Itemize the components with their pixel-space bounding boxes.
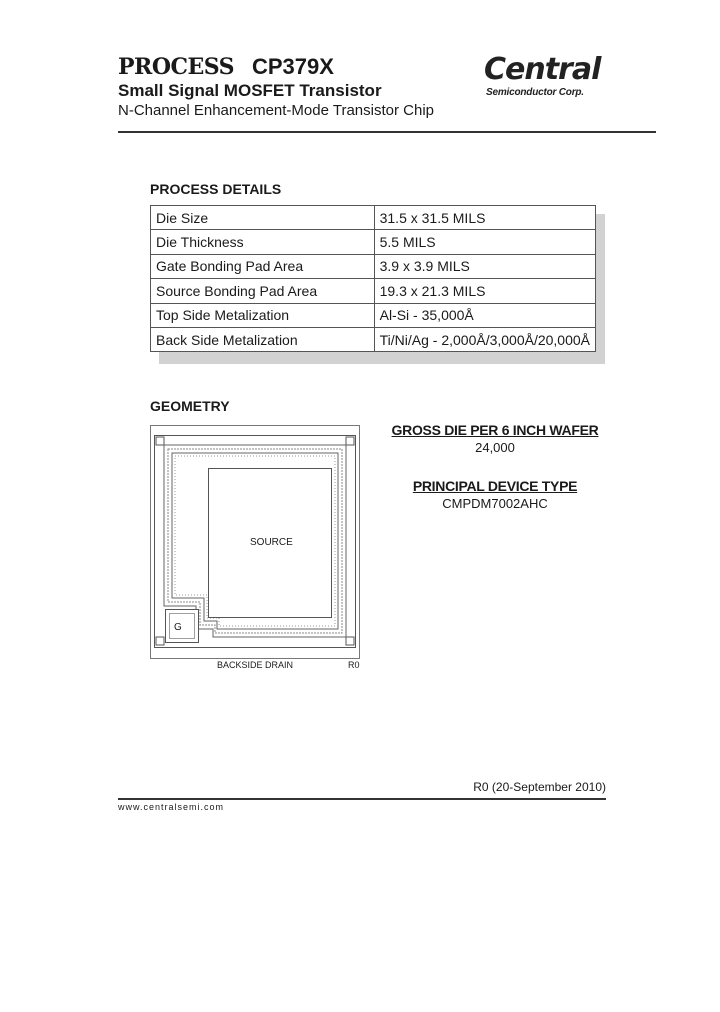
logo-tagline: Semiconductor Corp. <box>486 87 584 98</box>
corner-marker-tl <box>156 437 164 445</box>
table-row <box>151 254 596 278</box>
header-divider <box>118 131 656 133</box>
row-label: Top Side Metalization <box>151 303 375 327</box>
row-label: Gate Bonding Pad Area <box>151 254 375 278</box>
source-pad-label: SOURCE <box>250 537 293 548</box>
row-value: 31.5 x 31.5 MILS <box>374 206 595 230</box>
part-number: CP379X <box>252 54 334 79</box>
row-label: Die Size <box>151 206 375 230</box>
corner-marker-br <box>346 637 354 645</box>
device-description: N-Channel Enhancement-Mode Transistor Chip <box>118 102 434 119</box>
row-value: 3.9 x 3.9 MILS <box>374 254 595 278</box>
gross-die-value: 24,000 <box>475 440 515 455</box>
device-type-heading: PRINCIPAL DEVICE TYPE <box>412 478 578 494</box>
logo-wordmark: Central <box>484 52 601 87</box>
table-row <box>151 279 596 303</box>
gate-pad-label: G <box>174 622 182 633</box>
process-details-table-wrapper <box>150 205 606 365</box>
website-link[interactable]: www.centralsemi.com <box>118 802 225 812</box>
gate-pad <box>166 610 199 643</box>
corner-marker-bl <box>156 637 164 645</box>
table-row <box>151 206 596 230</box>
row-value: Al-Si - 35,000Å <box>374 303 595 327</box>
row-value: 5.5 MILS <box>374 230 595 254</box>
backside-drain-label: BACKSIDE DRAIN <box>217 660 294 670</box>
revision-date: R0 (20-September 2010) <box>473 780 606 794</box>
gross-die-heading: GROSS DIE PER 6 INCH WAFER <box>391 422 599 438</box>
table-row <box>151 303 596 327</box>
table-row <box>151 327 596 351</box>
row-value: Ti/Ni/Ag - 2,000Å/3,000Å/20,000Å <box>374 327 595 351</box>
subtitle: Small Signal MOSFET Transistor <box>118 81 382 100</box>
process-details-heading: PROCESS DETAILS <box>150 181 282 197</box>
central-logo <box>482 52 606 102</box>
row-label: Back Side Metalization <box>151 327 375 351</box>
process-label: PROCESS <box>118 54 235 80</box>
die-geometry-drawing <box>150 425 360 659</box>
table-row <box>151 230 596 254</box>
row-value: 19.3 x 21.3 MILS <box>374 279 595 303</box>
drawing-revision: R0 <box>348 660 360 670</box>
corner-marker-tr <box>346 437 354 445</box>
geometry-heading: GEOMETRY <box>150 398 230 414</box>
process-details-table <box>150 205 596 352</box>
device-type-value: CMPDM7002AHC <box>442 496 548 511</box>
row-label: Die Thickness <box>151 230 375 254</box>
row-label: Source Bonding Pad Area <box>151 279 375 303</box>
footer-divider <box>118 798 606 800</box>
